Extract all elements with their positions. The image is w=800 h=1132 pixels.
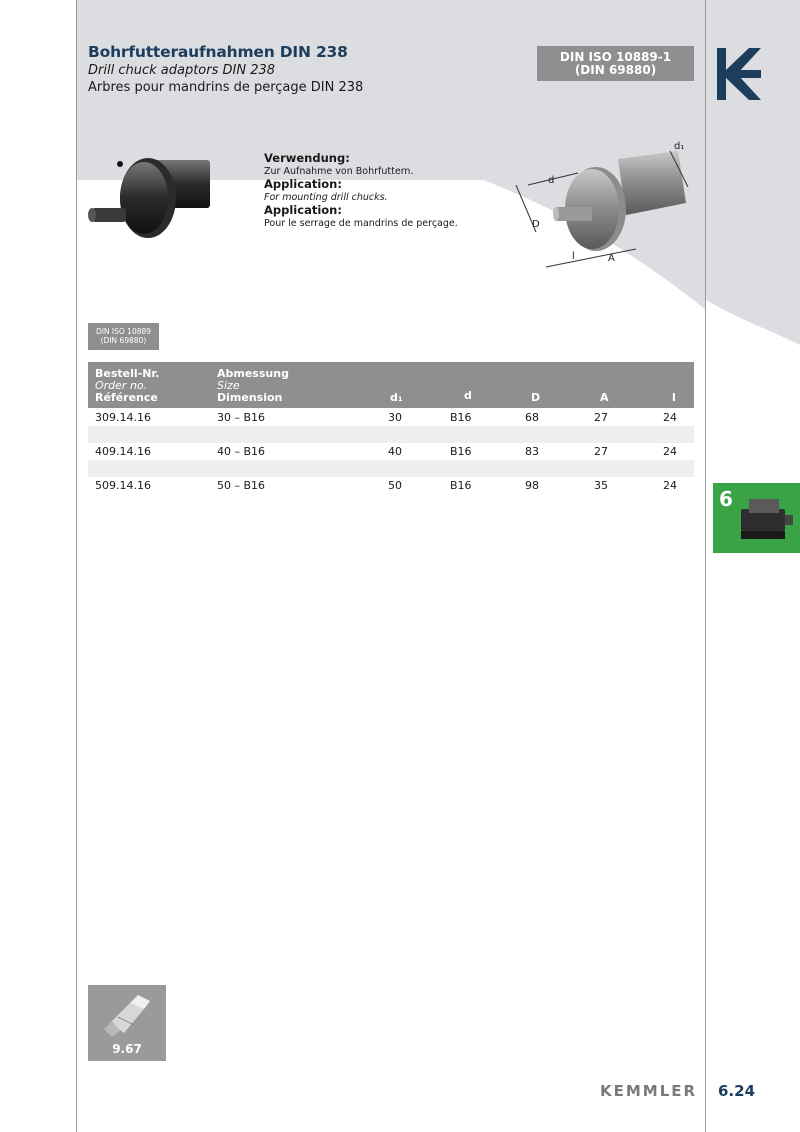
- cell-D: 68: [525, 411, 539, 424]
- header-d: d: [464, 389, 472, 402]
- cell-size: 40 – B16: [217, 445, 266, 458]
- cell-A: 27: [594, 411, 608, 424]
- dimension-diagram: [508, 137, 703, 277]
- reference-box[interactable]: [88, 985, 166, 1061]
- cell-l: 24: [663, 445, 677, 458]
- tool-holder-icon: [735, 491, 795, 549]
- header-A: A: [600, 391, 609, 404]
- header-order-en: Order no.: [95, 379, 148, 392]
- product-image: [86, 150, 216, 250]
- table-row: [88, 477, 694, 494]
- cell-d1: 50: [388, 479, 402, 492]
- chapter-number: 6: [719, 487, 733, 511]
- cell-l: 24: [663, 411, 677, 424]
- usage-block: [264, 152, 524, 230]
- table-stripe: [88, 460, 694, 477]
- small-norm-badge: [88, 323, 159, 350]
- page-number: 6.24: [718, 1082, 756, 1100]
- diagram-label-D: D: [532, 219, 540, 230]
- header-order-de: Bestell-Nr.: [95, 367, 160, 380]
- diagram-label-A: A: [608, 253, 615, 264]
- table-stripe: [88, 426, 694, 443]
- small-norm-line2: (DIN 69880): [100, 336, 147, 345]
- usage-text-fr: Pour le serrage de mandrins de perçage.: [264, 218, 458, 229]
- cell-size: 50 – B16: [217, 479, 266, 492]
- reference-page: 9.67: [112, 1042, 142, 1056]
- table-row: [88, 409, 694, 426]
- cell-d: B16: [450, 411, 472, 424]
- left-margin-line: [76, 0, 77, 1132]
- cell-D: 83: [525, 445, 539, 458]
- cell-d: B16: [450, 445, 472, 458]
- drill-chuck-icon: [100, 993, 154, 1039]
- cell-d1: 30: [388, 411, 402, 424]
- header-size-de: Abmessung: [217, 367, 289, 380]
- cell-A: 35: [594, 479, 608, 492]
- table-row: [88, 443, 694, 460]
- norm-badge-line2: (DIN 69880): [574, 63, 657, 77]
- diagram-label-d: d: [548, 175, 555, 186]
- cell-l: 24: [663, 479, 677, 492]
- cell-d1: 40: [388, 445, 402, 458]
- norm-badge: [537, 46, 694, 81]
- diagram-label-l: l: [572, 251, 575, 262]
- usage-heading-en: Application:: [264, 177, 342, 191]
- cell-order: 309.14.16: [95, 411, 151, 424]
- footer-brand: KEMMLER: [600, 1082, 698, 1100]
- usage-text-en: For mounting drill chucks.: [264, 192, 388, 203]
- usage-text-de: Zur Aufnahme von Bohrfuttern.: [264, 166, 414, 177]
- cell-d: B16: [450, 479, 472, 492]
- header-size-fr: Dimension: [217, 391, 283, 404]
- chapter-tab[interactable]: [713, 483, 800, 553]
- norm-badge-line1: DIN ISO 10889-1: [559, 50, 672, 64]
- cell-D: 98: [525, 479, 539, 492]
- right-margin-line: [705, 0, 706, 1132]
- page-title: Bohrfutteraufnahmen DIN 238: [88, 43, 348, 61]
- page-subtitle-en: Drill chuck adaptors DIN 238: [88, 63, 276, 78]
- header-d1: d₁: [390, 391, 403, 404]
- cell-order: 509.14.16: [95, 479, 151, 492]
- cell-A: 27: [594, 445, 608, 458]
- usage-heading-de: Verwendung:: [264, 151, 350, 165]
- cell-size: 30 – B16: [217, 411, 266, 424]
- table-header: [88, 362, 694, 408]
- header-size-en: Size: [217, 379, 240, 392]
- header-order-fr: Référence: [95, 391, 158, 404]
- kemmler-logo-icon: [715, 48, 761, 100]
- small-norm-line1: DIN ISO 10889: [95, 327, 152, 336]
- header-l: l: [672, 391, 676, 404]
- diagram-label-d1: d₁: [674, 141, 685, 152]
- cell-order: 409.14.16: [95, 445, 151, 458]
- page-subtitle-fr: Arbres pour mandrins de perçage DIN 238: [88, 80, 364, 95]
- usage-heading-fr: Application:: [264, 203, 342, 217]
- header-D: D: [531, 391, 541, 404]
